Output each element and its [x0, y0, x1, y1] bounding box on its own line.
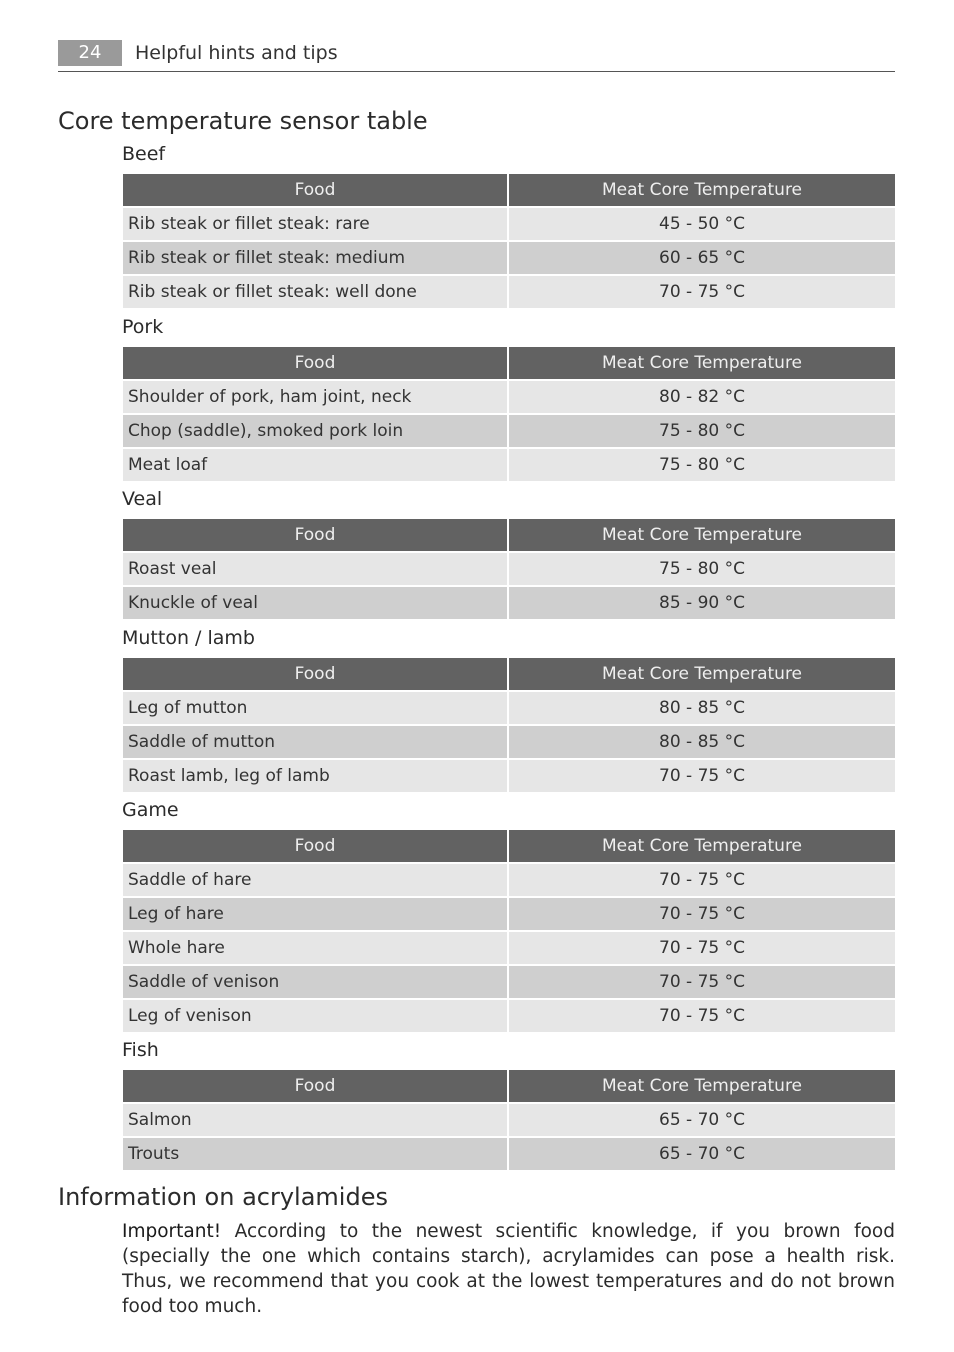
- food-cell: Leg of mutton: [123, 692, 507, 724]
- acrylamides-text: According to the newest scientific knowledge, if you brown food (specially the one which contains starch), acrylamides can pose a health risk. Thus, we recommend that you cook at the lowest temperatures and do not brown food too much.: [122, 1221, 895, 1317]
- food-column-header: Food: [123, 174, 507, 206]
- food-column-header: Food: [123, 1070, 507, 1102]
- temperature-cell: 70 - 75 °C: [509, 898, 895, 930]
- food-column-header: Food: [123, 347, 507, 379]
- food-cell: Chop (saddle), smoked pork loin: [123, 415, 507, 447]
- food-cell: Saddle of mutton: [123, 726, 507, 758]
- table-row: [123, 726, 895, 758]
- temperature-column-header: Meat Core Temperature: [509, 658, 895, 690]
- table-row: [123, 1000, 895, 1032]
- table-row: [123, 242, 895, 274]
- food-cell: Saddle of hare: [123, 864, 507, 896]
- page-number: 24: [58, 40, 122, 66]
- table-header-row: [123, 830, 895, 862]
- table-row: [123, 898, 895, 930]
- category-heading-veal: Veal: [122, 488, 163, 510]
- header-title: Helpful hints and tips: [135, 42, 338, 64]
- table-row: [123, 449, 895, 481]
- pork-table: [121, 345, 897, 483]
- food-cell: Salmon: [123, 1104, 507, 1136]
- category-heading-pork: Pork: [122, 316, 164, 338]
- temperature-column-header: Meat Core Temperature: [509, 347, 895, 379]
- table-row: [123, 932, 895, 964]
- temperature-cell: 45 - 50 °C: [509, 208, 895, 240]
- food-cell: Knuckle of veal: [123, 587, 507, 619]
- temperature-cell: 85 - 90 °C: [509, 587, 895, 619]
- section-title-core-temperature: Core temperature sensor table: [58, 107, 428, 135]
- food-cell: Shoulder of pork, ham joint, neck: [123, 381, 507, 413]
- table-row: [123, 553, 895, 585]
- table-header-row: [123, 347, 895, 379]
- temperature-cell: 70 - 75 °C: [509, 966, 895, 998]
- temperature-column-header: Meat Core Temperature: [509, 830, 895, 862]
- food-cell: Rib steak or fillet steak: well done: [123, 276, 507, 308]
- table-row: [123, 208, 895, 240]
- temperature-cell: 80 - 82 °C: [509, 381, 895, 413]
- table-header-row: [123, 658, 895, 690]
- table-header-row: [123, 519, 895, 551]
- food-cell: Rib steak or fillet steak: rare: [123, 208, 507, 240]
- table-row: [123, 760, 895, 792]
- acrylamides-paragraph: [122, 1219, 895, 1319]
- food-column-header: Food: [123, 830, 507, 862]
- food-cell: Leg of venison: [123, 1000, 507, 1032]
- food-cell: Trouts: [123, 1138, 507, 1170]
- fish-table: [121, 1068, 897, 1172]
- section-title-acrylamides: Information on acrylamides: [58, 1183, 388, 1211]
- table-row: [123, 415, 895, 447]
- category-heading-beef: Beef: [122, 143, 166, 165]
- temperature-cell: 75 - 80 °C: [509, 553, 895, 585]
- temperature-cell: 70 - 75 °C: [509, 864, 895, 896]
- beef-table: [121, 172, 897, 310]
- food-cell: Rib steak or fillet steak: medium: [123, 242, 507, 274]
- temperature-cell: 80 - 85 °C: [509, 692, 895, 724]
- table-header-row: [123, 1070, 895, 1102]
- temperature-cell: 65 - 70 °C: [509, 1138, 895, 1170]
- temperature-cell: 80 - 85 °C: [509, 726, 895, 758]
- table-row: [123, 966, 895, 998]
- table-row: [123, 692, 895, 724]
- table-row: [123, 864, 895, 896]
- table-row: [123, 587, 895, 619]
- table-row: [123, 381, 895, 413]
- veal-table: [121, 517, 897, 621]
- temperature-cell: 70 - 75 °C: [509, 932, 895, 964]
- temperature-cell: 65 - 70 °C: [509, 1104, 895, 1136]
- food-column-header: Food: [123, 658, 507, 690]
- game-table: [121, 828, 897, 1034]
- mutton-lamb-table: [121, 656, 897, 794]
- temperature-cell: 75 - 80 °C: [509, 415, 895, 447]
- food-cell: Leg of hare: [123, 898, 507, 930]
- food-cell: Roast veal: [123, 553, 507, 585]
- temperature-cell: 75 - 80 °C: [509, 449, 895, 481]
- temperature-column-header: Meat Core Temperature: [509, 174, 895, 206]
- temperature-cell: 70 - 75 °C: [509, 276, 895, 308]
- table-row: [123, 276, 895, 308]
- food-cell: Saddle of venison: [123, 966, 507, 998]
- category-heading-game: Game: [122, 799, 179, 821]
- temperature-cell: 70 - 75 °C: [509, 1000, 895, 1032]
- category-heading-fish: Fish: [122, 1039, 159, 1061]
- table-row: [123, 1104, 895, 1136]
- table-header-row: [123, 174, 895, 206]
- food-cell: Roast lamb, leg of lamb: [123, 760, 507, 792]
- category-heading-mutton-lamb: Mutton / lamb: [122, 627, 255, 649]
- important-label: Important!: [122, 1221, 222, 1242]
- table-row: [123, 1138, 895, 1170]
- temperature-cell: 70 - 75 °C: [509, 760, 895, 792]
- temperature-column-header: Meat Core Temperature: [509, 1070, 895, 1102]
- food-cell: Meat loaf: [123, 449, 507, 481]
- food-cell: Whole hare: [123, 932, 507, 964]
- food-column-header: Food: [123, 519, 507, 551]
- temperature-cell: 60 - 65 °C: [509, 242, 895, 274]
- temperature-column-header: Meat Core Temperature: [509, 519, 895, 551]
- page-header: [58, 40, 895, 72]
